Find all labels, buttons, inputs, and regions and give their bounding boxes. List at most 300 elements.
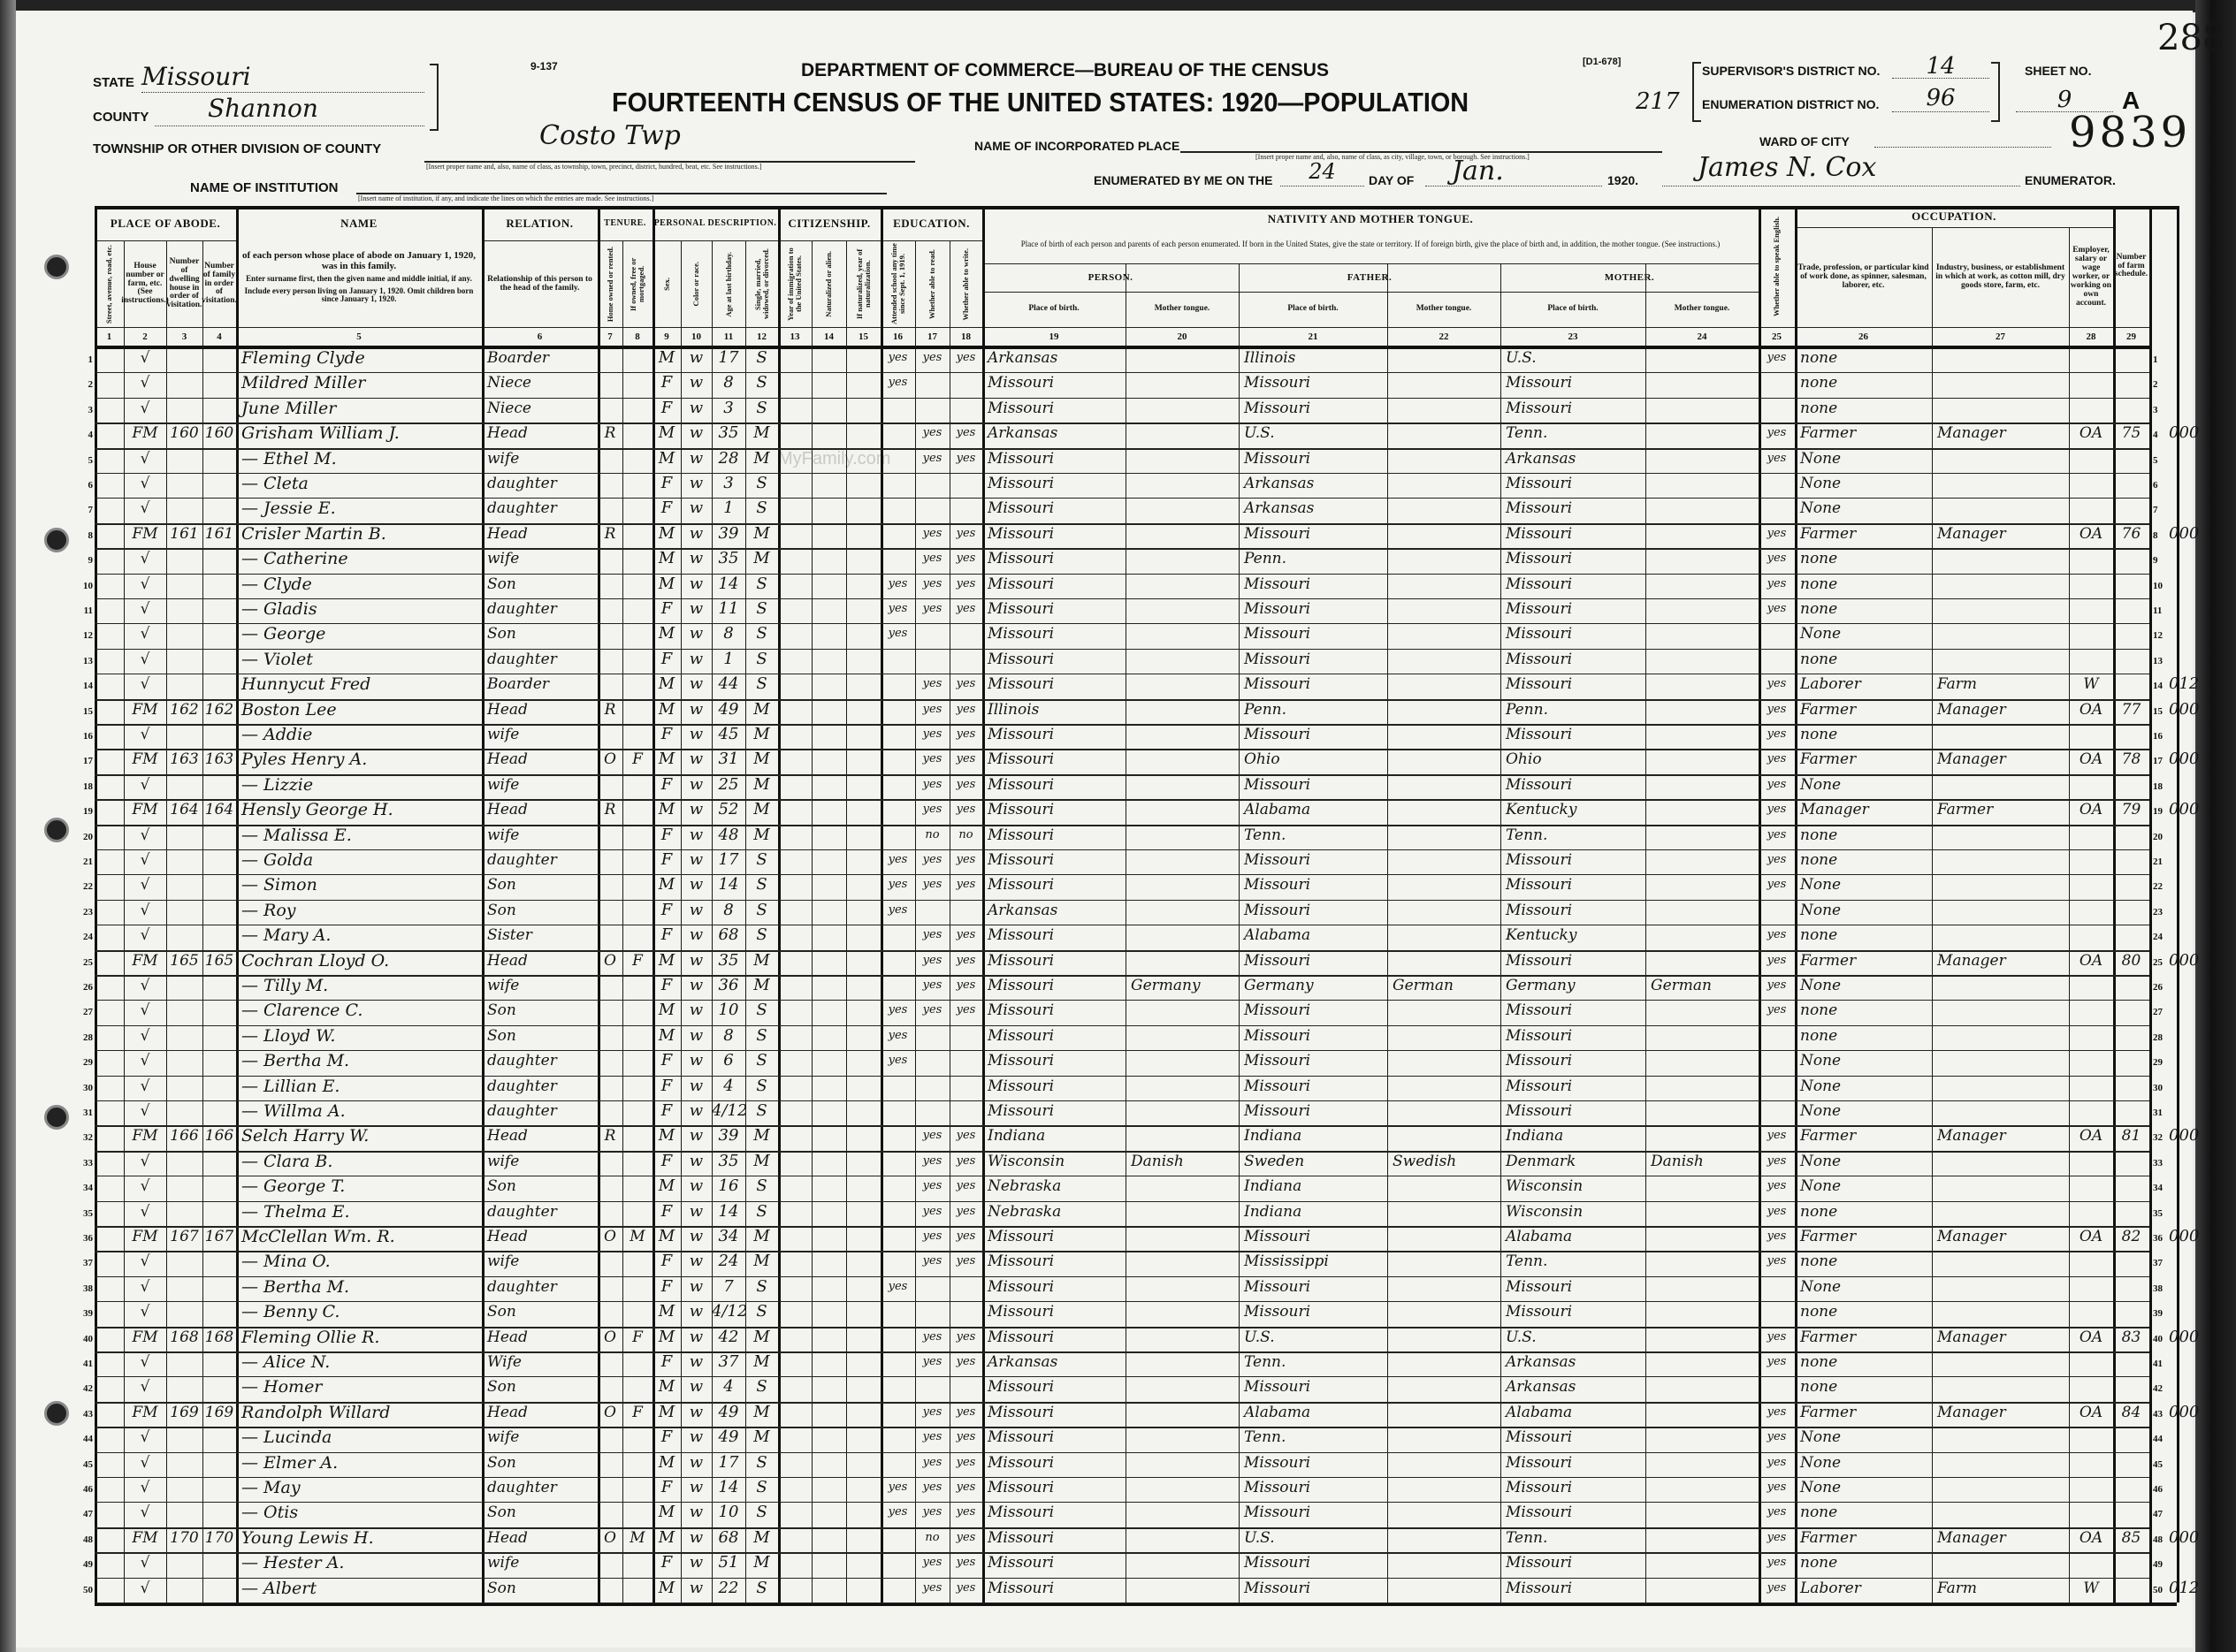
- cell-a-row-35: 14: [718, 1201, 739, 1221]
- cell-rd-row-27: yes: [922, 1003, 942, 1017]
- cell-b-row-24: Missouri: [988, 926, 1055, 945]
- cell-n-row-2[interactable]: Mildred Miller: [241, 373, 366, 393]
- column-rule: [598, 206, 600, 1603]
- cell-c-row-31: w: [689, 1101, 704, 1120]
- cell-ms-row-38: S: [756, 1276, 767, 1296]
- cell-mb-row-21: Missouri: [1506, 851, 1573, 869]
- scan-edge-right: [2195, 0, 2236, 1652]
- column-header-12: [745, 241, 778, 327]
- cell-o-row-43: O: [604, 1403, 616, 1421]
- cell-w-row-40: OA: [2079, 1328, 2103, 1346]
- cell-mb-row-4: Tenn.: [1506, 424, 1548, 443]
- cell-mb-row-50: Missouri: [1506, 1579, 1573, 1597]
- enumeration-day-field[interactable]: 24: [1280, 159, 1364, 187]
- cell-fb-row-40: U.S.: [1244, 1328, 1275, 1346]
- cell-n-row-5[interactable]: — Ethel M.: [241, 448, 337, 468]
- cell-fb-row-7: Arkansas: [1244, 499, 1315, 518]
- cell-fb-row-22: Missouri: [1244, 876, 1311, 895]
- cell-h-row-8: FM: [132, 524, 158, 543]
- cell-ms-row-33: M: [753, 1151, 770, 1170]
- enumeration-month-field[interactable]: Jan.: [1425, 156, 1602, 187]
- cell-fb-row-24: Alabama: [1244, 926, 1311, 945]
- cell-r-row-39: Son: [487, 1303, 516, 1321]
- cell-n-row-1[interactable]: Fleming Clyde: [241, 348, 365, 368]
- cell-ms-row-37: M: [753, 1252, 770, 1271]
- margin-note: 000: [2169, 423, 2200, 443]
- cell-c-row-26: w: [689, 976, 704, 994]
- cell-t-row-28: none: [1800, 1026, 1838, 1045]
- cell-n-row-4[interactable]: Grisham William J.: [241, 423, 400, 444]
- line-number: 48: [2153, 1534, 2163, 1545]
- cell-o-row-8: R: [604, 524, 616, 543]
- cell-w-row-14: W: [2083, 675, 2099, 694]
- cell-h-row-5: √: [140, 449, 150, 468]
- cell-e-row-8: yes: [1767, 526, 1787, 540]
- line-number-left: 36: [83, 1233, 93, 1244]
- cell-i-row-14: Farm: [1937, 675, 1978, 694]
- cell-n-row-19[interactable]: Hensly George H.: [241, 800, 393, 820]
- line-number: 39: [2153, 1308, 2163, 1320]
- enumeration-district-field[interactable]: 96: [1892, 85, 1989, 112]
- line-number-left: 14: [83, 681, 93, 692]
- cell-r-row-7: daughter: [487, 499, 557, 518]
- cell-i-row-32: Manager: [1937, 1127, 2006, 1146]
- column-number: 12: [757, 331, 767, 342]
- cell-n-row-22[interactable]: — Simon: [241, 875, 317, 895]
- cell-h-row-2: √: [140, 374, 150, 392]
- column-number: 16: [893, 331, 903, 342]
- line-number-left: 11: [83, 605, 93, 616]
- cell-s-row-10: M: [658, 574, 675, 593]
- cell-wr-row-19: yes: [956, 803, 976, 817]
- cell-mb-row-41: Arkansas: [1506, 1353, 1576, 1371]
- cell-wr-row-8: yes: [956, 526, 976, 540]
- cell-rd-row-45: yes: [922, 1455, 942, 1469]
- binder-hole: [44, 1105, 69, 1130]
- cell-n-row-48[interactable]: Young Lewis H.: [241, 1527, 374, 1548]
- line-number: 22: [2153, 881, 2163, 893]
- margin-note: 012: [2169, 674, 2200, 694]
- nativity-note: Place of birth of each person and parents of each person enumerated. If born in the United States, give the state or territory. If of foreign birth, give the place of birth and, in addition, the mother tongue. (See instructions.): [1020, 240, 1721, 249]
- enumerator-signature[interactable]: James N. Cox: [1662, 152, 2020, 187]
- cell-t-row-3: none: [1800, 399, 1838, 417]
- line-number-left: 13: [83, 655, 93, 666]
- cell-b-row-20: Missouri: [988, 826, 1055, 844]
- cell-n-row-12[interactable]: — George: [241, 624, 326, 644]
- cell-n-row-28[interactable]: — Lloyd W.: [241, 1025, 336, 1046]
- cell-n-row-50[interactable]: — Albert: [241, 1578, 317, 1598]
- cell-n-row-17[interactable]: Pyles Henry A.: [241, 750, 368, 770]
- cell-c-row-11: w: [689, 599, 704, 618]
- cell-m-row-17: F: [632, 750, 643, 769]
- line-number-left: 29: [83, 1057, 93, 1069]
- line-number-left: 28: [83, 1032, 93, 1043]
- cell-n-row-49[interactable]: — Hester A.: [241, 1553, 345, 1573]
- cell-b-row-12: Missouri: [988, 625, 1055, 643]
- cell-c-row-18: w: [689, 774, 704, 794]
- cell-ft-row-26: German: [1393, 977, 1454, 994]
- column-rule: [1759, 206, 1761, 1603]
- cell-mb-row-47: Missouri: [1506, 1504, 1573, 1522]
- cell-h-row-34: √: [140, 1177, 150, 1196]
- cell-wr-row-49: yes: [956, 1556, 976, 1570]
- line-number: 3: [2153, 404, 2158, 415]
- cell-s-row-43: M: [658, 1402, 675, 1421]
- state-field[interactable]: Missouri: [141, 62, 424, 93]
- column-rule: [778, 206, 781, 1603]
- line-number: 16: [2153, 731, 2163, 742]
- cell-mb-row-14: Missouri: [1506, 675, 1573, 694]
- cell-r-row-47: Son: [487, 1504, 516, 1522]
- cell-a-row-37: 24: [718, 1252, 739, 1271]
- column-rule: [622, 241, 623, 1603]
- cell-o-row-25: O: [604, 951, 616, 970]
- ward-field[interactable]: [1874, 133, 2051, 148]
- cell-r-row-21: daughter: [487, 851, 557, 869]
- cell-b-row-32: Indiana: [988, 1127, 1046, 1146]
- supervisor-district-label: SUPERVISOR'S DISTRICT NO.: [1702, 64, 1881, 78]
- cell-s-row-1: M: [658, 348, 675, 367]
- cell-b-row-39: Missouri: [988, 1303, 1055, 1321]
- cell-a-row-23: 8: [723, 900, 734, 919]
- cell-n-row-27[interactable]: — Clarence C.: [241, 1001, 363, 1021]
- supervisor-district-field[interactable]: 14: [1892, 53, 1989, 79]
- cell-fb-row-28: Missouri: [1244, 1026, 1311, 1045]
- line-number-left: 39: [83, 1308, 93, 1320]
- cell-n-row-15[interactable]: Boston Lee: [241, 699, 337, 719]
- cell-c-row-6: w: [689, 474, 704, 492]
- cell-n-row-44[interactable]: — Lucinda: [241, 1427, 332, 1448]
- institution-field[interactable]: [356, 177, 887, 194]
- enumeration-year: 1920.: [1607, 173, 1639, 187]
- cell-wr-row-14: yes: [956, 677, 976, 691]
- cell-fb-row-15: Penn.: [1244, 700, 1287, 719]
- cell-s-row-14: M: [658, 674, 675, 694]
- cell-n-row-41[interactable]: — Alice N.: [241, 1352, 331, 1372]
- cell-mb-row-40: U.S.: [1506, 1328, 1537, 1346]
- cell-n-row-45[interactable]: — Elmer A.: [241, 1452, 339, 1473]
- cell-wr-row-24: yes: [956, 928, 976, 942]
- cell-c-row-35: w: [689, 1201, 704, 1221]
- cell-r-row-6: daughter: [487, 475, 557, 492]
- cell-mb-row-32: Indiana: [1506, 1127, 1564, 1146]
- cell-ms-row-48: M: [753, 1527, 770, 1547]
- line-number-left: 21: [83, 856, 93, 867]
- cell-n-row-36[interactable]: McClellan Wm. R.: [241, 1227, 395, 1246]
- cell-n-row-33[interactable]: — Clara B.: [241, 1151, 333, 1171]
- cell-a-row-44: 49: [718, 1427, 739, 1447]
- cell-rd-row-20: no: [925, 827, 940, 841]
- cell-rd-row-35: yes: [922, 1204, 942, 1218]
- cell-n-row-6[interactable]: — Cleta: [241, 474, 309, 493]
- cell-t-row-34: None: [1800, 1177, 1842, 1196]
- cell-c-row-19: w: [689, 800, 704, 819]
- cell-h-row-13: √: [140, 650, 150, 668]
- cell-r-row-45: Son: [487, 1453, 516, 1472]
- cell-t-row-37: none: [1800, 1252, 1838, 1271]
- cell-fs-row-8: 76: [2121, 524, 2141, 543]
- cell-fs-row-43: 84: [2121, 1403, 2141, 1421]
- column-rule: [236, 206, 239, 1603]
- cell-wr-row-32: yes: [956, 1129, 976, 1143]
- line-number: 10: [2153, 580, 2163, 591]
- cell-n-row-7[interactable]: — Jessie E.: [241, 499, 336, 519]
- cell-n-row-11[interactable]: — Gladis: [241, 599, 317, 619]
- cell-b-row-36: Missouri: [988, 1228, 1055, 1245]
- cell-a-row-46: 14: [718, 1478, 739, 1496]
- cell-a-row-25: 35: [718, 950, 739, 970]
- line-number: 45: [2153, 1458, 2163, 1470]
- cell-e-row-34: yes: [1767, 1179, 1787, 1193]
- cell-h-row-30: √: [140, 1077, 150, 1095]
- cell-n-row-10[interactable]: — Clyde: [241, 574, 312, 594]
- cell-c-row-4: w: [689, 423, 704, 443]
- cell-n-row-30[interactable]: — Lillian E.: [241, 1076, 340, 1096]
- sheet-number-field[interactable]: 9: [2016, 87, 2113, 112]
- cell-o-row-32: R: [604, 1127, 616, 1146]
- column-header-28: [2069, 228, 2113, 327]
- cell-c-row-8: w: [689, 523, 704, 543]
- cell-s-row-15: M: [658, 699, 675, 719]
- cell-s-row-7: F: [660, 499, 673, 518]
- margin-note: 000: [2169, 523, 2200, 543]
- cell-s-row-29: F: [660, 1051, 673, 1070]
- cell-o-row-19: R: [604, 801, 616, 819]
- cell-n-row-3[interactable]: June Miller: [241, 398, 337, 418]
- cell-n-row-32[interactable]: Selch Harry W.: [241, 1126, 370, 1146]
- cell-r-row-46: daughter: [487, 1479, 557, 1496]
- cell-a-row-45: 17: [718, 1452, 739, 1472]
- cell-t-row-19: Manager: [1800, 801, 1869, 819]
- margin-note: 000: [2169, 950, 2200, 970]
- cell-n-row-43[interactable]: Randolph Willard: [241, 1402, 391, 1422]
- cell-c-row-47: w: [689, 1503, 704, 1522]
- cell-c-row-39: w: [689, 1302, 704, 1321]
- cell-e-row-32: yes: [1767, 1129, 1787, 1143]
- cell-i-row-25: Manager: [1937, 951, 2006, 970]
- cell-t-row-26: None: [1800, 977, 1842, 994]
- cell-s-row-25: M: [658, 950, 675, 970]
- cell-s-row-4: M: [658, 423, 675, 443]
- cell-t-row-35: none: [1800, 1202, 1838, 1221]
- cell-h-row-20: √: [140, 826, 150, 844]
- margin-note: 000: [2169, 699, 2200, 719]
- cell-n-row-31[interactable]: — Willma A.: [241, 1101, 346, 1121]
- cell-wr-row-15: yes: [956, 702, 976, 716]
- cell-sc-row-29: yes: [888, 1054, 908, 1068]
- cell-wr-row-34: yes: [956, 1179, 976, 1193]
- cell-h-row-19: FM: [132, 801, 158, 819]
- cell-fb-row-21: Missouri: [1244, 851, 1311, 869]
- cell-wr-row-25: yes: [956, 953, 976, 967]
- cell-n-row-13[interactable]: — Violet: [241, 649, 313, 669]
- line-number: 30: [2153, 1082, 2163, 1093]
- cell-a-row-4: 35: [718, 423, 739, 443]
- column-rule: [2177, 206, 2179, 1603]
- cell-n-row-9[interactable]: — Catherine: [241, 549, 348, 569]
- cell-f-row-8: 161: [204, 524, 234, 543]
- incorporated-place-field[interactable]: [1180, 137, 1662, 153]
- cell-n-row-34[interactable]: — George T.: [241, 1176, 346, 1197]
- cell-r-row-20: wife: [487, 826, 520, 844]
- cell-t-row-48: Farmer: [1800, 1528, 1857, 1547]
- cell-t-row-9: none: [1800, 550, 1838, 568]
- cell-mb-row-12: Missouri: [1506, 625, 1573, 643]
- cell-b-row-33: Wisconsin: [988, 1152, 1065, 1170]
- cell-h-row-26: √: [140, 977, 150, 994]
- cell-n-row-47[interactable]: — Otis: [241, 1503, 299, 1523]
- cell-t-row-14: Laborer: [1800, 675, 1861, 694]
- cell-ms-row-15: M: [753, 699, 770, 719]
- cell-h-row-22: √: [140, 876, 150, 895]
- cell-s-row-12: M: [658, 624, 675, 643]
- cell-h-row-48: FM: [132, 1528, 158, 1547]
- column-header-11: [712, 241, 745, 327]
- line-number-left: 45: [83, 1458, 93, 1470]
- cell-b-row-18: Missouri: [988, 775, 1055, 794]
- cell-r-row-2: Niece: [487, 374, 531, 392]
- cell-sc-row-46: yes: [888, 1481, 908, 1494]
- cell-a-row-21: 17: [718, 850, 739, 869]
- cell-sc-row-1: yes: [888, 351, 908, 364]
- cell-ms-row-45: S: [756, 1452, 767, 1472]
- cell-ms-row-19: M: [753, 800, 770, 819]
- cell-d-row-8: 161: [170, 524, 199, 543]
- cell-n-row-20[interactable]: — Malissa E.: [241, 825, 352, 845]
- cell-ms-row-50: S: [756, 1578, 767, 1597]
- cell-r-row-15: Head: [487, 700, 528, 719]
- line-number-left: 2: [88, 379, 93, 391]
- cell-r-row-50: Son: [487, 1579, 516, 1597]
- cell-n-row-37[interactable]: — Mina O.: [241, 1252, 331, 1272]
- nativity-sub-father: FATHER.: [1347, 272, 1393, 283]
- cell-b-row-27: Missouri: [988, 1001, 1055, 1020]
- cell-mb-row-7: Missouri: [1506, 499, 1573, 518]
- cell-w-row-36: OA: [2079, 1228, 2103, 1245]
- cell-n-row-39[interactable]: — Benny C.: [241, 1302, 340, 1322]
- cell-rd-row-8: yes: [922, 526, 942, 540]
- cell-fs-row-36: 82: [2121, 1228, 2141, 1245]
- cell-r-row-17: Head: [487, 750, 528, 769]
- county-field[interactable]: Shannon: [155, 94, 424, 126]
- cell-h-row-35: √: [140, 1202, 150, 1221]
- cell-n-row-14[interactable]: Hunnycut Fred: [241, 674, 371, 695]
- township-field[interactable]: Costo Twp: [539, 120, 681, 151]
- cell-h-row-21: √: [140, 851, 150, 869]
- incorporated-place-hint: [Insert proper name and, also, name of class, as city, village, town, or borough. See instructions.]: [1255, 153, 1530, 161]
- cell-b-row-50: Missouri: [988, 1579, 1055, 1597]
- column-header-text: Industry, business, or establishment in which at work, as cotton mill, dry goods store, farm, etc.: [1935, 263, 2065, 290]
- cell-m-row-40: F: [632, 1328, 643, 1346]
- column-header-text: Trade, profession, or particular kind of work done, as spinner, salesman, laborer, etc.: [1797, 263, 1929, 290]
- cell-t-row-25: Farmer: [1800, 951, 1857, 970]
- column-header-text: If naturalized, year of naturalization.: [854, 248, 872, 320]
- cell-n-row-26[interactable]: — Tilly M.: [241, 976, 329, 995]
- cell-c-row-44: w: [689, 1427, 704, 1447]
- cell-n-row-21[interactable]: — Golda: [241, 850, 314, 870]
- cell-n-row-40[interactable]: Fleming Ollie R.: [241, 1327, 380, 1347]
- column-number: 4: [217, 331, 222, 342]
- cell-fs-row-4: 75: [2121, 424, 2141, 443]
- cell-r-row-28: Son: [487, 1026, 516, 1045]
- day-of-label: DAY OF: [1369, 173, 1415, 187]
- line-number: 13: [2153, 655, 2163, 666]
- cell-n-row-18[interactable]: — Lizzie: [241, 774, 314, 795]
- column-number: 11: [723, 331, 734, 342]
- cell-n-row-24[interactable]: — Mary A.: [241, 925, 332, 946]
- line-number-left: 20: [83, 831, 93, 842]
- cell-e-row-41: yes: [1767, 1355, 1787, 1368]
- binder-hole: [44, 528, 69, 552]
- cell-a-row-14: 44: [718, 674, 739, 694]
- cell-b-row-15: Illinois: [988, 700, 1040, 719]
- cell-mb-row-25: Missouri: [1506, 951, 1573, 970]
- column-number: 8: [635, 331, 640, 342]
- cell-mt-row-26: German: [1651, 977, 1712, 994]
- cell-fb-row-2: Missouri: [1244, 374, 1311, 392]
- column-header-text: Place of birth.: [1028, 304, 1080, 314]
- cell-mb-row-33: Denmark: [1506, 1152, 1576, 1170]
- cell-sc-row-23: yes: [888, 902, 908, 917]
- cell-ms-row-16: M: [753, 725, 770, 743]
- cell-n-row-16[interactable]: — Addie: [241, 725, 313, 744]
- column-header-text: Age at last birthday.: [723, 251, 733, 317]
- cell-ms-row-44: M: [753, 1427, 770, 1447]
- cell-e-row-22: yes: [1767, 878, 1787, 892]
- cell-n-row-35[interactable]: — Thelma E.: [241, 1201, 350, 1222]
- cell-fs-row-40: 83: [2121, 1328, 2141, 1346]
- cell-n-row-29[interactable]: — Bertha M.: [241, 1051, 350, 1071]
- cell-a-row-50: 22: [718, 1578, 739, 1597]
- cell-t-row-6: None: [1800, 475, 1842, 492]
- cell-e-row-25: yes: [1767, 953, 1787, 967]
- cell-sc-row-47: yes: [888, 1505, 908, 1519]
- line-number-left: 7: [88, 505, 93, 516]
- cell-c-row-17: w: [689, 750, 704, 769]
- column-number: 1: [106, 331, 112, 342]
- cell-d-row-4: 160: [170, 424, 199, 443]
- header-group-education: EDUCATION.: [881, 206, 982, 241]
- line-number: 32: [2153, 1132, 2163, 1144]
- cell-n-row-38[interactable]: — Bertha M.: [241, 1276, 350, 1297]
- cell-r-row-10: Son: [487, 575, 516, 593]
- sheet-label: SHEET NO.: [2025, 64, 2092, 78]
- column-header-text: Whether able to read.: [927, 248, 937, 319]
- cell-n-row-8[interactable]: Crisler Martin B.: [241, 523, 386, 544]
- cell-mb-row-11: Missouri: [1506, 600, 1573, 618]
- cell-a-row-22: 14: [718, 875, 739, 895]
- cell-mb-row-36: Alabama: [1506, 1228, 1573, 1245]
- margin-note: 012: [2169, 1578, 2200, 1597]
- cell-n-row-23[interactable]: — Roy: [241, 900, 296, 920]
- column-header-text: Year of immigration to the United States.: [786, 247, 803, 321]
- column-header-text: Place of birth.: [1547, 304, 1599, 314]
- sheet-suffix: A: [2122, 87, 2141, 114]
- cell-n-row-46[interactable]: — May: [241, 1478, 301, 1497]
- line-number: 19: [2153, 806, 2163, 818]
- cell-e-row-16: yes: [1767, 727, 1787, 741]
- cell-s-row-50: M: [658, 1578, 675, 1597]
- cell-n-row-25[interactable]: Cochran Lloyd O.: [241, 950, 390, 971]
- cell-n-row-42[interactable]: — Homer: [241, 1377, 323, 1397]
- cell-wr-row-4: yes: [956, 426, 976, 440]
- cell-ms-row-29: S: [756, 1051, 767, 1070]
- enumeration-district-label: ENUMERATION DISTRICT NO.: [1702, 97, 1880, 111]
- line-number-left: 43: [83, 1408, 93, 1420]
- cell-rd-row-37: yes: [922, 1254, 942, 1268]
- cell-b-row-26: Missouri: [988, 977, 1055, 994]
- cell-mb-row-45: Missouri: [1506, 1453, 1573, 1472]
